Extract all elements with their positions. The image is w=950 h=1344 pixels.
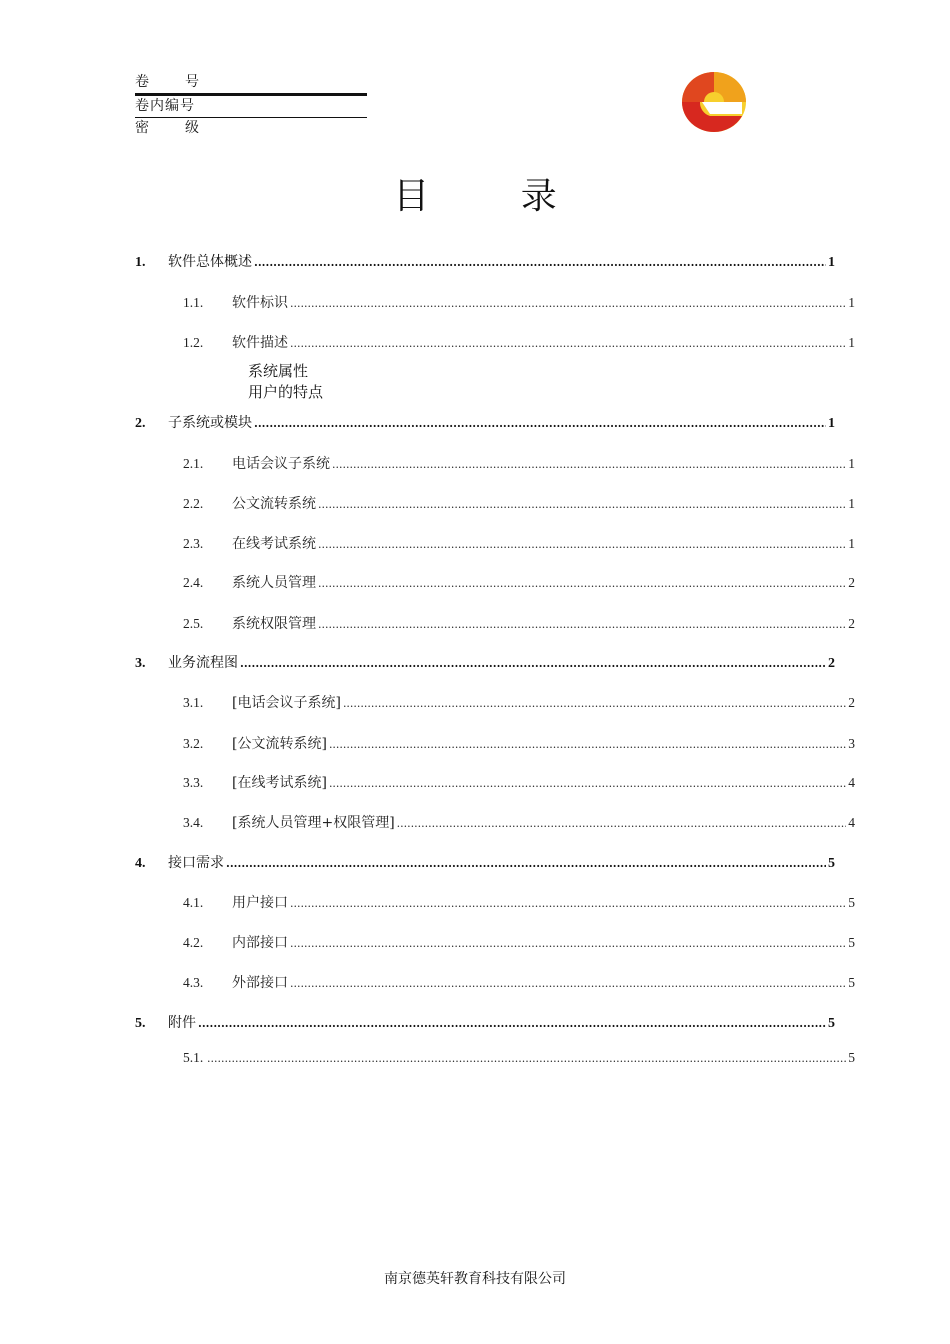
toc-entry-3-2[interactable] — [183, 733, 855, 753]
toc-leader — [290, 335, 846, 351]
toc-page: 1 — [828, 255, 835, 270]
toc-entry-3-1[interactable] — [183, 692, 855, 712]
toc-leader — [226, 855, 826, 871]
toc-page: 2 — [828, 656, 835, 671]
meta-row-item-number — [135, 96, 367, 118]
toc-leader — [397, 815, 847, 831]
toc-entry-4-2[interactable] — [183, 932, 855, 952]
meta-label-security: 密级 — [135, 120, 235, 136]
toc-leader — [290, 935, 846, 951]
toc-label: 外部接口 — [232, 975, 288, 991]
toc-leader — [343, 695, 846, 711]
toc-entry-1[interactable] — [135, 251, 835, 271]
toc-page: 1 — [848, 536, 855, 551]
toc-label: 软件描述 — [232, 335, 288, 351]
toc-page: 5 — [848, 935, 855, 950]
toc-entry-2[interactable] — [135, 412, 835, 432]
toc-label: [公文流转系统] — [232, 736, 327, 752]
toc-label: 系统人员管理 — [232, 575, 316, 591]
toc-entry-2-1[interactable] — [183, 453, 855, 473]
toc-label: 系统权限管理 — [232, 616, 316, 632]
toc-page: 4 — [848, 815, 855, 830]
toc-entry-1-1[interactable] — [183, 292, 855, 312]
toc-number: 4.2. — [183, 935, 204, 950]
page-title: 目 录 — [393, 176, 597, 217]
meta-label-item-number: 卷内编号 — [135, 98, 195, 114]
toc-leader — [254, 415, 826, 431]
toc-label: 内部接口 — [232, 935, 288, 951]
toc-label: 在线考试系统 — [232, 536, 316, 552]
toc-number: 2.2. — [183, 496, 204, 511]
toc-label: 子系统或模块 — [168, 415, 252, 431]
toc-number: 5. — [135, 1016, 146, 1031]
toc-entry-2-5[interactable] — [183, 613, 855, 633]
toc-label: 电话会议子系统 — [232, 456, 330, 472]
toc-number: 3.3. — [183, 775, 204, 790]
toc-entry-1-2[interactable] — [183, 332, 855, 352]
meta-label-volume: 卷号 — [135, 74, 235, 90]
toc-label: [在线考试系统] — [232, 775, 327, 791]
toc-page: 5 — [848, 895, 855, 910]
toc-number: 2.4. — [183, 575, 204, 590]
meta-row-volume — [135, 72, 367, 96]
toc-number: 3.4. — [183, 815, 204, 830]
toc-page: 1 — [828, 416, 835, 431]
toc-leader — [332, 456, 846, 472]
toc-number: 2.5. — [183, 616, 204, 631]
toc-label: 用户接口 — [232, 895, 288, 911]
toc-leader — [318, 496, 846, 512]
toc-number: 2.3. — [183, 536, 204, 551]
toc-number: 1.2. — [183, 335, 204, 350]
toc-label: 公文流转系统 — [232, 496, 316, 512]
toc-label: [系统人员管理+权限管理] — [232, 815, 395, 831]
toc-leader — [329, 736, 846, 752]
toc-number: 2.1. — [183, 456, 204, 471]
toc-number: 5.1. — [183, 1050, 204, 1065]
toc-leader — [290, 975, 846, 991]
toc-page: 1 — [848, 295, 855, 310]
company-footer: 南京德英轩教育科技有限公司 — [384, 1271, 566, 1287]
meta-row-security — [135, 118, 367, 139]
toc-leader — [207, 1050, 846, 1066]
toc-page: 5 — [848, 975, 855, 990]
toc-number: 3. — [135, 656, 146, 671]
toc-page: 2 — [848, 575, 855, 590]
toc-number: 1.1. — [183, 295, 204, 310]
toc-page: 5 — [828, 856, 835, 871]
toc-label: 软件标识 — [232, 295, 288, 311]
toc-entry-5-1[interactable] — [183, 1050, 855, 1066]
toc-number: 4.3. — [183, 975, 204, 990]
toc-leader — [240, 655, 826, 671]
toc-entry-4-3[interactable] — [183, 972, 855, 992]
toc-entry-5[interactable] — [135, 1012, 835, 1032]
toc-entry-4-1[interactable] — [183, 892, 855, 912]
toc-page: 3 — [848, 736, 855, 751]
toc-page: 4 — [848, 775, 855, 790]
toc-entry-2-4[interactable] — [183, 572, 855, 592]
toc-leader — [318, 536, 846, 552]
toc-number: 4. — [135, 856, 146, 871]
toc-leader — [198, 1015, 826, 1031]
toc-page: 2 — [848, 616, 855, 631]
toc-label: 接口需求 — [168, 855, 224, 871]
toc-label: 软件总体概述 — [168, 254, 252, 270]
toc-subitem-system-attributes: 系统属性 — [248, 362, 309, 380]
toc-number: 2. — [135, 416, 146, 431]
toc-label: 附件 — [168, 1015, 196, 1031]
company-logo-icon — [680, 70, 748, 134]
toc-entry-4[interactable] — [135, 852, 835, 872]
toc-page: 1 — [848, 335, 855, 350]
toc-leader — [290, 295, 846, 311]
toc-entry-3-4[interactable] — [183, 812, 855, 832]
document-meta-block — [135, 72, 367, 139]
toc-entry-3-3[interactable] — [183, 772, 855, 792]
toc-leader — [329, 775, 846, 791]
toc-page: 1 — [848, 456, 855, 471]
toc-number: 3.1. — [183, 695, 204, 710]
toc-leader — [254, 254, 826, 270]
toc-label: [电话会议子系统] — [232, 695, 341, 711]
toc-entry-2-3[interactable] — [183, 533, 855, 553]
toc-entry-3[interactable] — [135, 652, 835, 672]
toc-page: 2 — [848, 695, 855, 710]
toc-number: 3.2. — [183, 736, 204, 751]
toc-leader — [318, 616, 846, 632]
toc-number: 1. — [135, 255, 146, 270]
toc-page: 5 — [848, 1050, 855, 1065]
toc-leader — [290, 895, 846, 911]
toc-leader — [318, 575, 846, 591]
toc-label: 业务流程图 — [168, 655, 238, 671]
toc-subitem-user-features: 用户的特点 — [248, 383, 324, 401]
toc-page: 5 — [828, 1016, 835, 1031]
toc-page: 1 — [848, 496, 855, 511]
toc-number: 4.1. — [183, 895, 204, 910]
toc-entry-2-2[interactable] — [183, 493, 855, 513]
